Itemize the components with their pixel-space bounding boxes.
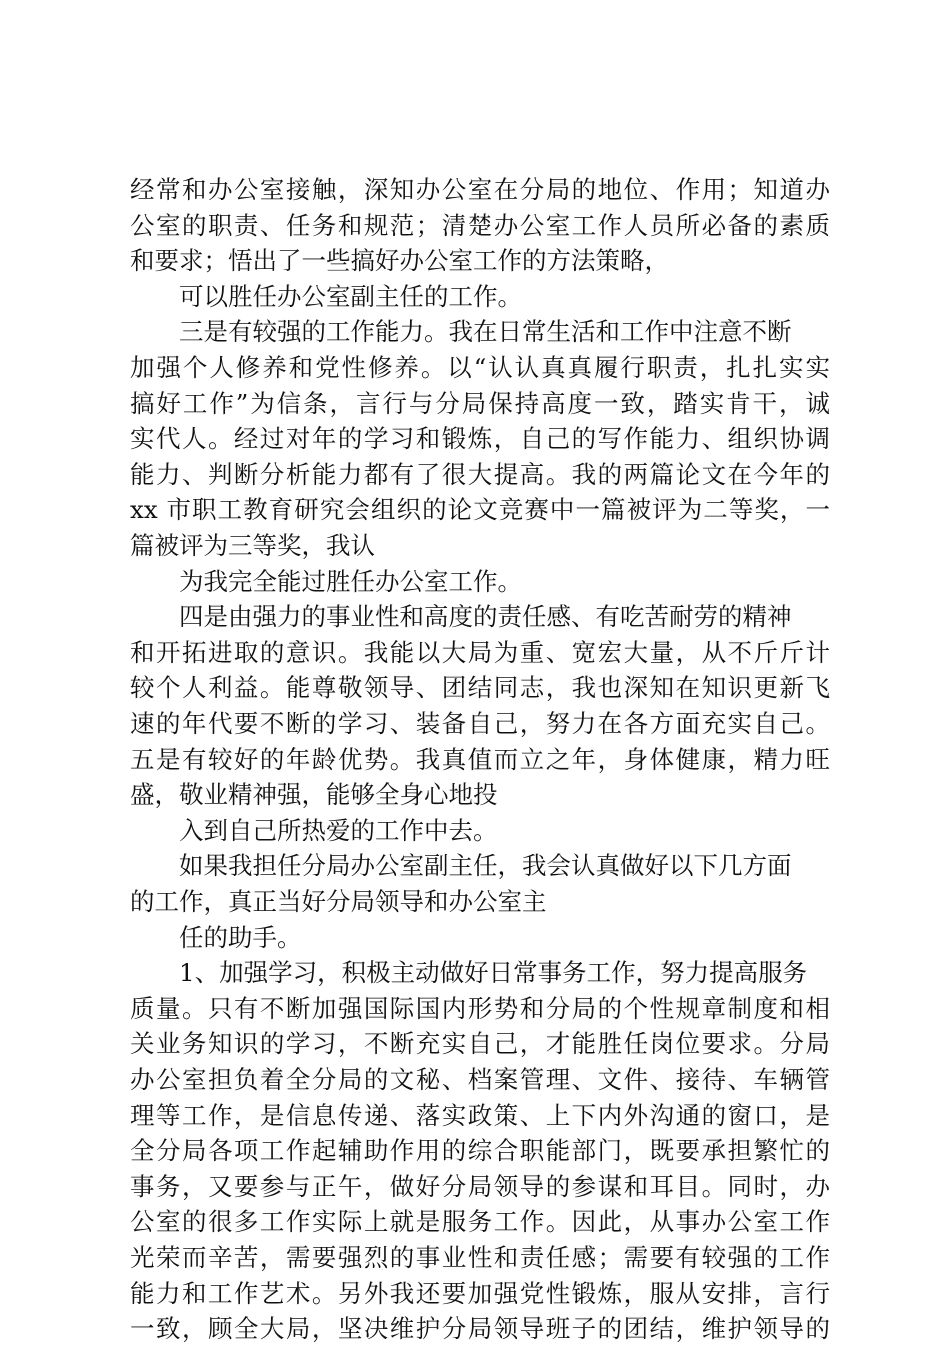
body-line: 事务，又要参与正午，做好分局领导的参谋和耳目。同时，办 — [130, 1171, 830, 1201]
body-line: 五是有较好的年龄优势。我真值而立之年，身体健康，精力旺 — [130, 744, 830, 774]
body-line: 为我完全能过胜任办公室工作。 — [179, 566, 522, 596]
paragraph-start-line: 如果我担任分局办公室副主任，我会认真做好以下几方面 — [179, 851, 792, 881]
body-line: 关业务知识的学习，不断充实自己，才能胜任岗位要求。分局 — [130, 1029, 830, 1059]
body-line: 经常和办公室接触，深知办公室在分局的地位、作用；知道办 — [130, 175, 830, 204]
body-line: 公室的职责、任务和规范；清楚办公室工作人员所必备的素质 — [130, 210, 830, 240]
body-line: 和开拓进取的意识。我能以大局为重、宽宏大量，从不斤斤计 — [130, 637, 830, 667]
body-line: 办公室担负着全分局的文秘、档案管理、文件、接待、车辆管 — [130, 1065, 830, 1094]
body-line: 较个人利益。能尊敬领导、团结同志，我也深知在知识更新飞 — [130, 673, 830, 703]
body-line: 一致，顾全大局，坚决维护分局领导班子的团结，维护领导的 — [130, 1314, 830, 1344]
body-line: 公室的很多工作实际上就是服务工作。因此，从事办公室工作 — [130, 1207, 830, 1237]
body-line: 能力、判断分析能力都有了很大提高。我的两篇论文在今年的 — [130, 459, 830, 489]
body-line: 实代人。经过对年的学习和锻炼，自己的写作能力、组织协调 — [130, 424, 830, 454]
body-line: 任的助手。 — [179, 922, 302, 952]
body-line: 的工作，真正当好分局领导和办公室主 — [130, 887, 547, 916]
body-line: 全分局各项工作起辅助作用的综合职能部门，既要承担繁忙的 — [130, 1136, 830, 1166]
body-line: 质量。只有不断加强国际国内形势和分局的个性规章制度和相 — [130, 993, 830, 1023]
body-line: 能力和工作艺术。另外我还要加强党性锻炼，服从安排，言行 — [130, 1278, 830, 1308]
paragraph-start-line: 三是有较强的工作能力。我在日常生活和工作中注意不断 — [179, 317, 792, 347]
body-line: 光荣而辛苦，需要强烈的事业性和责任感；需要有较强的工作 — [130, 1243, 830, 1272]
body-line: 和要求；悟出了一些搞好办公室工作的方法策略， — [130, 246, 669, 276]
body-line: 搞好工作”为信条，言行与分局保持高度一致，踏实肯干，诚 — [130, 388, 830, 418]
body-line: 可以胜任办公室副主任的工作。 — [179, 281, 522, 311]
body-line: 入到自己所热爱的工作中去。 — [179, 815, 498, 845]
body-line: xx 市职工教育研究会组织的论文竞赛中一篇被评为二等奖，一 — [130, 495, 830, 525]
body-line: 加强个人修养和党性修养。以“认认真真履行职责，扎扎实实 — [130, 353, 830, 382]
body-line: 篇被评为三等奖，我认 — [130, 531, 375, 560]
body-line: 理等工作，是信息传递、落实政策、上下内外沟通的窗口，是 — [130, 1100, 830, 1130]
paragraph-start-line: 四是由强力的事业性和高度的责任感、有吃苦耐劳的精神 — [179, 602, 792, 632]
body-line: 速的年代要不断的学习、装备自己，努力在各方面充实自己。 — [130, 709, 830, 738]
paragraph-start-line: 1、加强学习，积极主动做好日常事务工作，努力提高服务 — [179, 958, 808, 988]
body-line: 盛，敬业精神强，能够全身心地投 — [130, 780, 498, 810]
